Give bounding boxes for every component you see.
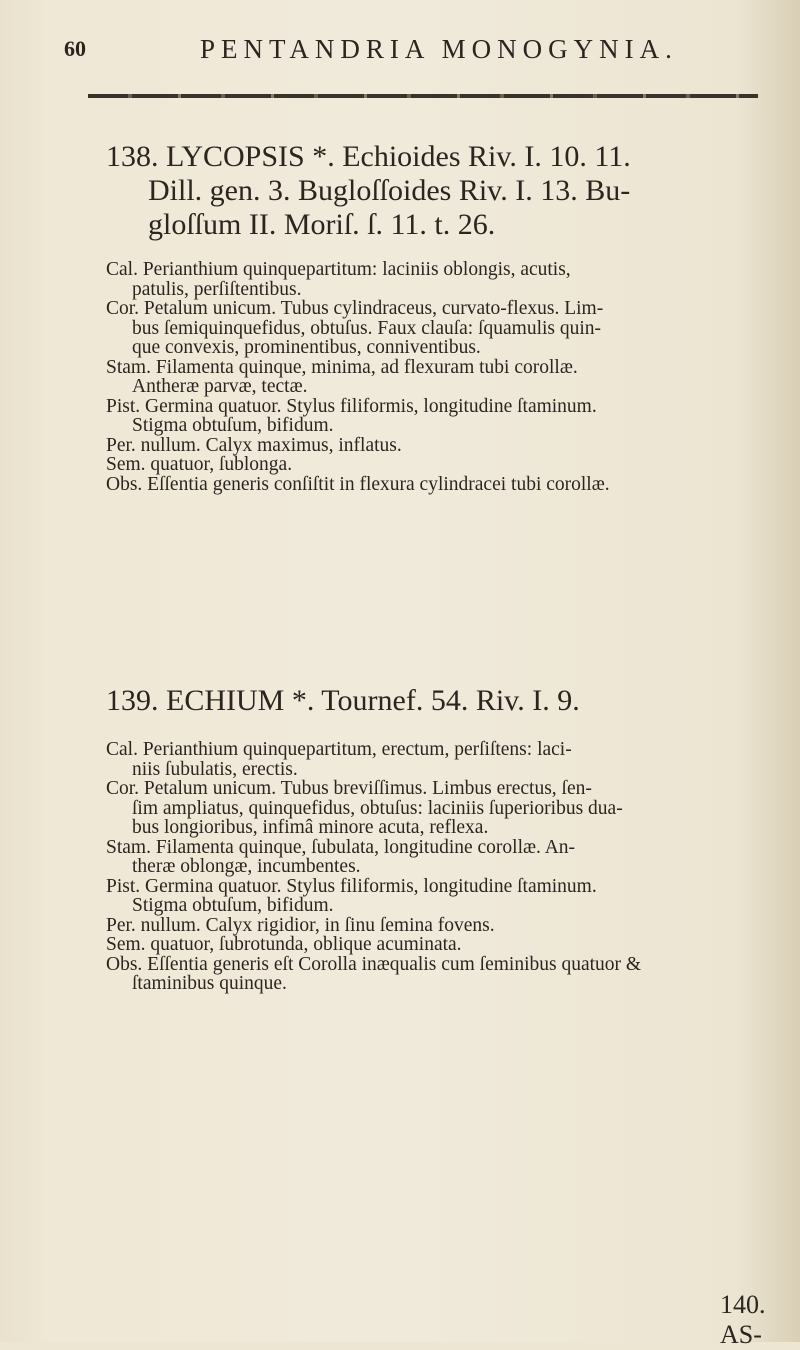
description-line: Per. nullum. Calyx maximus, inflatus.	[106, 434, 402, 456]
description-line: theræ oblongæ, incumbentes.	[132, 856, 361, 877]
description-line: Pist. Germina quatuor. Stylus filiformis, longitudine ſtaminum.	[106, 875, 597, 897]
description-line: Antheræ parvæ, tectæ.	[132, 376, 308, 397]
description-line: niis ſubulatis, erectis.	[132, 758, 298, 780]
entry-title-line: gloſſum II. Moriſ. ſ. 11. t. 26.	[148, 208, 496, 241]
entry-title-line: 139. ECHIUM *. Tournef. 54. Riv. I. 9.	[106, 684, 580, 717]
description-line: Sem. quatuor, ſubrotunda, oblique acuminata.	[106, 934, 462, 955]
description-line: Obs. Eſſentia generis eſt Corolla inæqualis cum ſeminibus quatuor &	[106, 953, 642, 975]
description-line: Cor. Petalum unicum. Tubus breviſſimus. Limbus erectus, ſen-	[106, 778, 592, 799]
entry-lycopsis	[106, 140, 791, 494]
page-header	[60, 34, 760, 74]
entry-echium	[106, 684, 791, 994]
description-line: bus longioribus, infimâ minore acuta, reflexa.	[132, 817, 489, 838]
description-line: ſim ampliatus, quinquefidus, obtuſus: laciniis ſuperioribus dua-	[132, 797, 623, 819]
description-line: bus ſemiquinquefidus, obtuſus. Faux clauſa: ſquamulis quin-	[132, 317, 602, 339]
description-line: Cal. Perianthium quinquepartitum, erectum, perſiſtens: laci-	[106, 739, 572, 760]
entry-title-line: 138. LYCOPSIS *. Echioides Riv. I. 10. 11.	[106, 140, 631, 173]
header-rule	[88, 94, 758, 98]
description-line: Per. nullum. Calyx rigidior, in ſinu ſemina fovens.	[106, 914, 495, 936]
description-line: ſtaminibus quinque.	[132, 973, 287, 994]
description-line: Stam. Filamenta quinque, ſubulata, longitudine corollæ. An-	[106, 836, 576, 858]
description-line: Cal. Perianthium quinquepartitum: laciniis oblongis, acutis,	[106, 259, 571, 280]
description-line: Stigma obtuſum, bifidum.	[132, 895, 334, 916]
description-line: Stigma obtuſum, bifidum.	[132, 415, 334, 436]
description-line: Pist. Germina quatuor. Stylus filiformis, longitudine ſtaminum.	[106, 395, 597, 417]
description-line: Stam. Filamenta quinque, minima, ad flexuram tubi corollæ.	[106, 356, 578, 378]
entry-description	[106, 260, 791, 494]
description-line: patulis, perſiſtentibus.	[132, 278, 302, 300]
running-title: PENTANDRIA MONOGYNIA.	[200, 34, 678, 64]
catchword: 140. AS-	[720, 1290, 766, 1349]
description-line: Obs. Eſſentia generis conſiſtit in flexura cylindracei tubi corollæ.	[106, 473, 610, 495]
page-number: 60	[64, 36, 86, 61]
description-line: Sem. quatuor, ſublonga.	[106, 454, 293, 475]
entry-description	[106, 740, 791, 994]
description-line: que convexis, prominentibus, conniventibus.	[132, 337, 481, 358]
description-line: Cor. Petalum unicum. Tubus cylindraceus, curvato-flexus. Lim-	[106, 298, 604, 319]
entry-title-line: Dill. gen. 3. Bugloſſoides Riv. I. 13. Bu-	[148, 174, 631, 207]
